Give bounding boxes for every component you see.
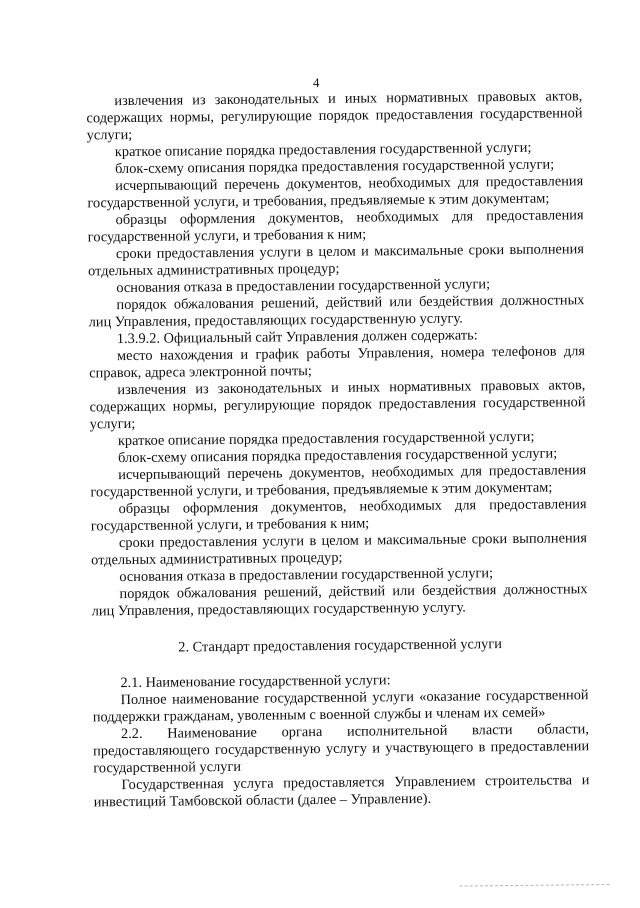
paragraph: основания отказа в предоставлении государственной услуги; bbox=[119, 565, 494, 586]
paragraph: 2.1. Наименование государственной услуги: bbox=[120, 672, 391, 692]
paragraph: основания отказа в предоставлении государственной услуги; bbox=[116, 276, 491, 297]
paragraph: порядок обжалования решений, действий или бездействия должностных лиц Управления, предоставляющих государственную услугу. bbox=[88, 292, 585, 331]
page-number: 4 bbox=[312, 74, 320, 91]
paragraph: сроки предоставления услуги в целом и максимальные сроки выполнения отдельных административных процедур; bbox=[88, 241, 584, 280]
paragraph: образцы оформления документов, необходимых для предоставления государственной услуги, и требования к ним; bbox=[90, 496, 587, 535]
document-body bbox=[86, 88, 589, 811]
paragraph: порядок обжалования решений, действий или бездействия должностных лиц Управления, предоставляющих государственную услугу. bbox=[91, 581, 588, 620]
paragraph: краткое описание порядка предоставления государственной услуги; bbox=[114, 139, 532, 161]
section-heading: 2. Стандарт предоставления государственной услуги bbox=[178, 636, 502, 656]
paragraph: сроки предоставления услуги в целом и максимальные сроки выполнения отдельных административных процедур; bbox=[91, 530, 588, 569]
paragraph: блок-схему описания порядка предоставления государственной услуги; bbox=[117, 445, 558, 467]
paragraph: извлечения из законодательных и иных нормативных правовых актов, содержащих нормы, регулирующие порядок предоставления государственной услуги; bbox=[86, 88, 583, 144]
paragraph: место нахождения и график работы Управления, номера телефонов для справок, адреса электронной почты; bbox=[89, 343, 586, 382]
paragraph: исчерпывающий перечень документов, необходимых для предоставления государственной услуги, и требования, предъявляемые к этим документам; bbox=[90, 462, 587, 501]
paragraph: исчерпывающий перечень документов, необходимых для предоставления государственной услуги, и требования, предъявляемые к этим документам; bbox=[87, 173, 584, 212]
paragraph: 1.3.9.2. Официальный сайт Управления должен содержать: bbox=[116, 327, 478, 348]
paragraph: 2.2. Наименование органа исполнительной власти области, предоставляющего государственную услугу и участвующего в предоставлении государственной услуги bbox=[93, 721, 590, 777]
paragraph: блок-схему описания порядка предоставления государственной услуги; bbox=[114, 156, 555, 178]
paragraph: образцы оформления документов, необходимых для предоставления государственной услуги, и требования к ним; bbox=[87, 207, 584, 246]
paragraph: извлечения из законодательных и иных нормативных правовых актов, содержащих нормы, регулирующие порядок предоставления государственной услуги; bbox=[89, 377, 586, 433]
scan-artifact-line bbox=[460, 884, 610, 891]
paragraph: Государственная услуга предоставляется Управлением строительства и инвестиций Тамбовской области (далее – Управление). bbox=[93, 772, 590, 811]
paragraph: Полное наименование государственной услуги «оказание государственной поддержки гражданам, уволенным с военной службы и членам их семей» bbox=[92, 687, 589, 726]
paragraph: краткое описание порядка предоставления государственной услуги; bbox=[117, 428, 535, 450]
